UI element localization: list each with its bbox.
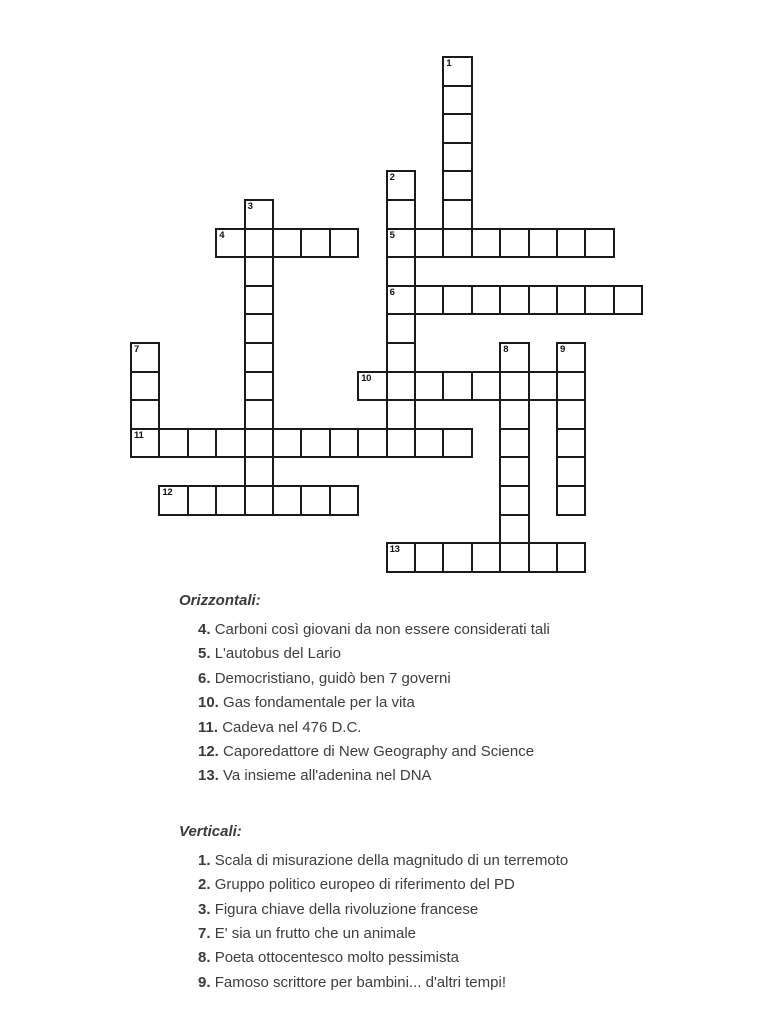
grid-cell[interactable] — [499, 456, 529, 487]
grid-cell[interactable] — [442, 199, 472, 230]
grid-cell[interactable] — [357, 371, 387, 402]
grid-cell[interactable] — [556, 228, 586, 259]
grid-cell[interactable] — [386, 170, 416, 201]
clue-across-11 — [198, 716, 739, 740]
grid-cell[interactable] — [442, 113, 472, 144]
grid-cell[interactable] — [414, 542, 444, 573]
grid-cell[interactable] — [300, 228, 330, 259]
grid-cell[interactable] — [244, 428, 274, 459]
grid-cell[interactable] — [158, 485, 188, 516]
clue-across-4 — [198, 618, 739, 642]
grid-cell[interactable] — [329, 228, 359, 259]
across-clue-list — [179, 618, 739, 789]
clue-down-3 — [198, 898, 739, 922]
grid-cell[interactable] — [528, 371, 558, 402]
clue-text: L'autobus del Lario — [214, 645, 341, 663]
grid-cell[interactable] — [244, 313, 274, 344]
grid-cell[interactable] — [386, 199, 416, 230]
grid-cell[interactable] — [556, 456, 586, 487]
grid-cell[interactable] — [584, 228, 614, 259]
down-heading: Verticali: — [179, 822, 242, 840]
cell-number: 8 — [503, 344, 509, 355]
grid-cell[interactable] — [300, 428, 330, 459]
grid-cell[interactable] — [499, 285, 529, 316]
grid-cell[interactable] — [528, 285, 558, 316]
clue-text: E' sia un frutto che un animale — [214, 925, 417, 943]
clue-number: 10. — [198, 694, 219, 712]
grid-cell[interactable] — [471, 228, 501, 259]
grid-cell[interactable] — [499, 428, 529, 459]
clue-down-8 — [198, 946, 739, 970]
grid-cell[interactable] — [442, 285, 472, 316]
grid-cell[interactable] — [386, 342, 416, 373]
cell-number: 3 — [247, 201, 253, 212]
grid-cell[interactable] — [386, 313, 416, 344]
grid-cell[interactable] — [499, 514, 529, 545]
grid-cell[interactable] — [215, 485, 245, 516]
clue-text: Gruppo politico europeo di riferimento del PD — [214, 876, 515, 894]
grid-cell[interactable] — [386, 285, 416, 316]
clue-text: Figura chiave della rivoluzione francese — [214, 900, 479, 918]
clue-down-1 — [198, 849, 739, 873]
grid-cell[interactable] — [442, 85, 472, 116]
grid-cell[interactable] — [499, 485, 529, 516]
clue-number: 11. — [198, 718, 219, 736]
grid-cell[interactable] — [556, 285, 586, 316]
clue-text: Poeta ottocentesco molto pessimista — [214, 949, 459, 967]
grid-cell[interactable] — [556, 342, 586, 373]
cell-number: 6 — [389, 286, 395, 298]
grid-cell[interactable] — [300, 485, 330, 516]
grid-cell[interactable] — [556, 428, 586, 459]
clue-text: Caporedattore di New Geography and Science — [223, 743, 535, 761]
grid-cell[interactable] — [499, 542, 529, 573]
clue-number: 7. — [198, 925, 211, 943]
clue-text: Va insieme all'adenina nel DNA — [223, 767, 432, 785]
clue-across-10 — [198, 691, 739, 715]
grid-cell[interactable] — [187, 485, 217, 516]
clue-down-7 — [198, 922, 739, 946]
grid-cell[interactable] — [613, 285, 643, 316]
clue-number: 9. — [198, 973, 211, 991]
cell-number: 2 — [389, 172, 395, 184]
clue-number: 6. — [198, 669, 211, 687]
grid-cell[interactable] — [556, 399, 586, 430]
grid-cell[interactable] — [442, 428, 472, 459]
grid-cell[interactable] — [386, 428, 416, 459]
grid-cell[interactable] — [244, 256, 274, 287]
grid-cell[interactable] — [244, 342, 274, 373]
grid-cell[interactable] — [215, 228, 245, 259]
grid-cell[interactable] — [244, 456, 274, 487]
cell-number: 10 — [361, 372, 372, 384]
grid-cell[interactable] — [499, 399, 529, 430]
clue-text: Scala di misurazione della magnitudo di un terremoto — [214, 851, 569, 869]
grid-cell[interactable] — [471, 371, 501, 402]
cell-number: 13 — [389, 544, 400, 556]
grid-cell[interactable] — [386, 371, 416, 402]
cell-number: 7 — [134, 344, 139, 355]
clue-number: 4. — [198, 621, 211, 638]
grid-cell[interactable] — [272, 228, 302, 259]
clue-across-6 — [198, 667, 739, 691]
grid-cell[interactable] — [528, 542, 558, 573]
cell-number: 1 — [446, 58, 452, 69]
grid-cell[interactable] — [442, 371, 472, 402]
grid-cell[interactable] — [329, 428, 359, 459]
grid-cell[interactable] — [528, 228, 558, 259]
clue-text: Gas fondamentale per la vita — [223, 694, 415, 712]
clue-down-9 — [198, 971, 739, 995]
clue-number: 13. — [198, 767, 219, 785]
grid-cell[interactable] — [244, 228, 274, 259]
clue-number: 5. — [198, 645, 211, 663]
grid-cell[interactable] — [357, 428, 387, 459]
grid-cell[interactable] — [442, 56, 472, 87]
grid-cell[interactable] — [244, 399, 274, 430]
cell-number: 11 — [134, 429, 144, 441]
grid-cell[interactable] — [130, 342, 160, 373]
cell-number: 12 — [162, 487, 173, 498]
clue-across-12 — [198, 740, 739, 764]
clue-number: 12. — [198, 743, 219, 761]
clue-down-2 — [198, 873, 739, 897]
grid-cell[interactable] — [414, 428, 444, 459]
grid-cell[interactable] — [130, 428, 160, 459]
grid-cell[interactable] — [584, 285, 614, 316]
grid-cell[interactable] — [272, 428, 302, 459]
clue-across-5 — [198, 642, 739, 666]
clue-number: 2. — [198, 876, 211, 894]
grid-cell[interactable] — [442, 142, 472, 173]
grid-cell[interactable] — [386, 228, 416, 259]
clue-text: Cadeva nel 476 D.C. — [222, 718, 362, 736]
grid-cell[interactable] — [471, 542, 501, 573]
grid-cell[interactable] — [556, 371, 586, 402]
grid-cell[interactable] — [442, 170, 472, 201]
grid-cell[interactable] — [499, 342, 529, 373]
grid-cell[interactable] — [414, 285, 444, 316]
grid-cell[interactable] — [471, 285, 501, 316]
grid-cell[interactable] — [499, 228, 529, 259]
cell-number: 5 — [389, 229, 395, 241]
grid-cell[interactable] — [442, 542, 472, 573]
across-heading: Orizzontali: — [179, 592, 261, 609]
cell-number: 9 — [560, 344, 565, 355]
grid-cell[interactable] — [130, 371, 160, 402]
grid-cell[interactable] — [414, 228, 444, 259]
grid-cell[interactable] — [272, 485, 302, 516]
grid-cell[interactable] — [386, 542, 416, 573]
clue-text: Famoso scrittore per bambini... d'altri tempi! — [214, 973, 506, 991]
clue-number: 8. — [198, 949, 211, 967]
cell-number: 4 — [219, 229, 225, 241]
clue-number: 3. — [198, 900, 211, 918]
grid-cell[interactable] — [244, 371, 274, 402]
clue-number: 1. — [198, 851, 211, 869]
grid-cell[interactable] — [158, 428, 188, 459]
grid-cell[interactable] — [556, 542, 586, 573]
grid-cell[interactable] — [215, 428, 245, 459]
clue-across-13 — [198, 764, 739, 788]
clue-text: Democristiano, guidò ben 7 governi — [214, 669, 451, 687]
grid-cell[interactable] — [244, 485, 274, 516]
grid-cell[interactable] — [442, 228, 472, 259]
grid-cell[interactable] — [329, 485, 359, 516]
grid-cell[interactable] — [130, 399, 160, 430]
grid-cell[interactable] — [187, 428, 217, 459]
grid-cell[interactable] — [386, 256, 416, 287]
grid-cell[interactable] — [556, 485, 586, 516]
grid-cell[interactable] — [244, 199, 274, 230]
grid-cell[interactable] — [244, 285, 274, 316]
grid-cell[interactable] — [414, 371, 444, 402]
grid-cell[interactable] — [499, 371, 529, 402]
grid-cell[interactable] — [386, 399, 416, 430]
clue-text: Carboni così giovani da non essere considerati tali — [214, 621, 550, 638]
clues-section — [179, 592, 739, 995]
down-clue-list — [179, 849, 739, 995]
